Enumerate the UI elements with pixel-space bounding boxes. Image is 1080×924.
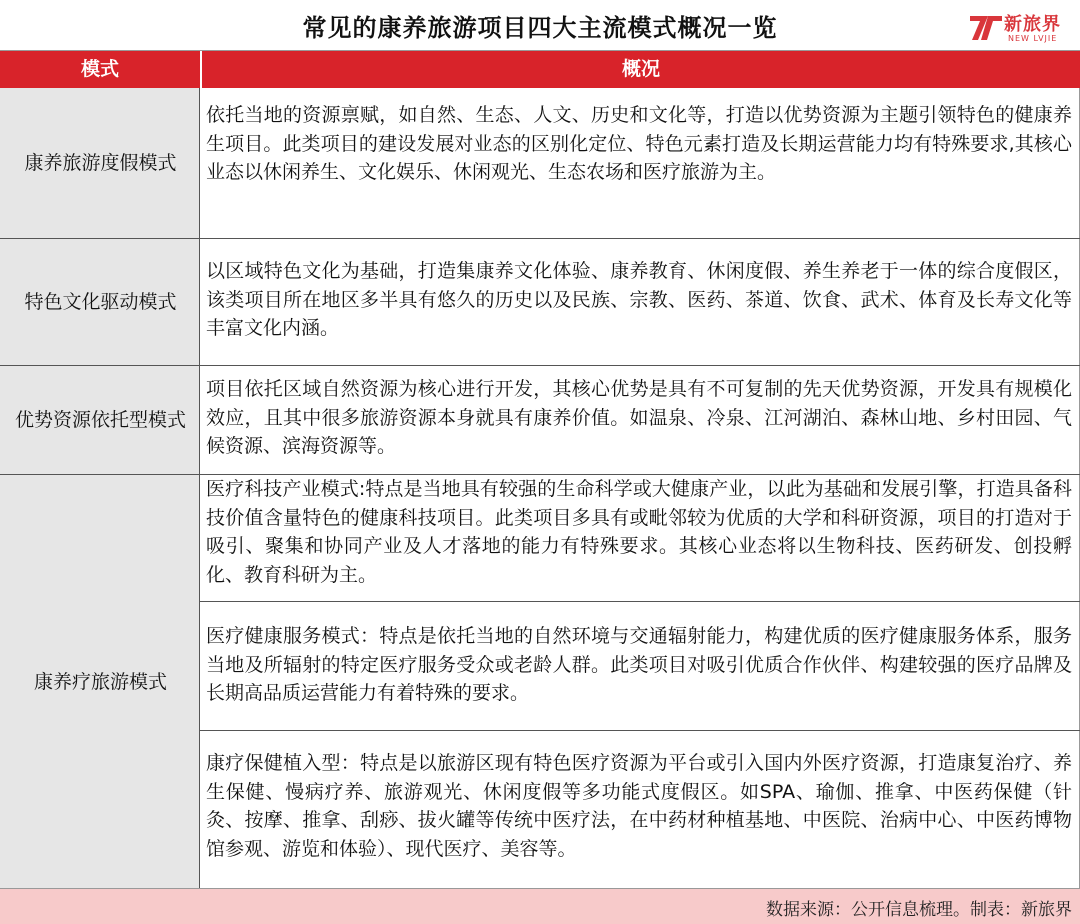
header-overview: 概况 xyxy=(621,58,660,80)
subrow-divider xyxy=(200,730,1080,731)
logo-mark-icon xyxy=(968,10,1004,44)
table-footer xyxy=(0,888,1080,924)
subrow-divider xyxy=(200,601,1080,602)
mode-label: 康养疗旅游模式 xyxy=(33,670,167,693)
source-note: 数据来源：公开信息梳理。制表：新旅界 xyxy=(766,900,1072,920)
mode-cell xyxy=(0,475,200,888)
mode-label: 优势资源依托型模式 xyxy=(14,409,186,431)
mode-cell xyxy=(0,88,200,238)
overview-subcell: 康疗保健植入型：特点是以旅游区现有特色医疗资源为平台或引入国内外医疗资源，打造康复治疗、养生保健、慢病疗养、旅游观光、休闲度假等多功能式度假区。如SPA、瑜伽、推拿、中医药保健（针灸、按摩、推拿、刮痧、拔火罐等传统中医疗法，在中药材种植基地、中医院、治病中心、中医药博物馆参观、游览和体验）、现代医疗、美容等。 xyxy=(206,752,1072,860)
logo-name-en: NEW LVJIE xyxy=(1008,34,1058,43)
title-bar xyxy=(0,0,1080,51)
table-header xyxy=(0,51,1080,88)
overview-subcell: 医疗健康服务模式：特点是依托当地的自然环境与交通辐射能力，构建优质的医疗健康服务体系，服务当地及所辐射的特定医疗服务受众或老龄人群。此类项目对吸引优质合作伙伴、构建较强的医疗品牌及长期高品质运营能力有着特殊的要求。 xyxy=(206,625,1072,704)
brand-logo xyxy=(968,6,1076,46)
overview-subcell: 医疗科技产业模式:特点是当地具有较强的生命科学或大健康产业，以此为基础和发展引擎，打造具备科技价值含量特色的健康科技项目。此类项目多具有或毗邻较为优质的大学和科研资源，项目的打造对于吸引、聚集和协同产业及人才落地的能力有特殊要求。其核心业态将以生物科技、医药研发、创投孵化、教育科研为主。 xyxy=(206,478,1072,586)
mode-label: 特色文化驱动模式 xyxy=(24,291,177,313)
overview-cell: 以区域特色文化为基础，打造集康养文化体验、康养教育、休闲度假、养生养老于一体的综合度假区，该类项目所在地区多半具有悠久的历史以及民族、宗教、医药、茶道、饮食、武术、体育及长寿文化等丰富文化内涵。 xyxy=(206,260,1072,339)
mode-label: 康养旅游度假模式 xyxy=(24,152,177,174)
page-title: 常见的康养旅游项目四大主流模式概况一览 xyxy=(302,14,778,42)
overview-cell: 项目依托区域自然资源为核心进行开发，其核心优势是具有不可复制的先天优势资源，开发具有规模化效应，且其中很多旅游资源本身就具有康养价值。如温泉、冷泉、江河湖泊、森林山地、乡村田园、气候资源、滨海资源等。 xyxy=(206,378,1072,457)
overview-cell: 依托当地的资源禀赋，如自然、生态、人文、历史和文化等，打造以优势资源为主题引领特色的健康养生项目。此类项目的建设发展对业态的区别化定位、特色元素打造及长期运营能力均有特殊要求,其核心业态以休闲养生、文化娱乐、休闲观光、生态农场和医疗旅游为主。 xyxy=(206,104,1072,183)
mode-cell xyxy=(0,366,200,474)
mode-cell xyxy=(0,239,200,365)
logo-name-cn: 新旅界 xyxy=(1004,14,1061,35)
header-mode: 模式 xyxy=(80,58,119,80)
